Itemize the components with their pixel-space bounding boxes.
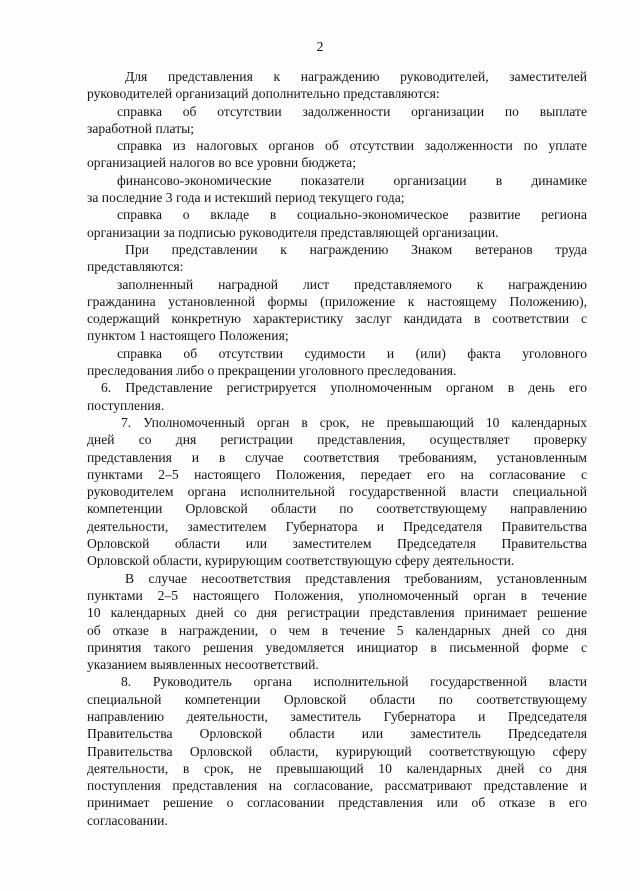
text-line: представления и в случае соответствия требованиям, установленным [87,449,587,465]
text-line: деятельности, в срок, не превышающий 10 календарных дней со дня [87,760,587,776]
text-line: согласовании. [87,812,168,828]
text-line: заполненный наградной лист представляемого к награждению [117,276,587,292]
page-number: 2 [316,40,324,55]
text-line: справка о вкладе в социально-экономическое развитие региона [117,207,587,223]
text-line: дней со дня регистрации представления, осуществляет проверку [87,432,587,448]
text-line: специальной компетенции Орловской области по соответствующему [87,691,587,707]
text-line: При представлении к награждению Знаком ветеранов труда [125,241,587,257]
text-line: гражданина установленной формы (приложение к настоящему Положению), [87,293,587,309]
text-line: 7. Уполномоченный орган в срок, не превышающий 10 календарных [121,414,587,430]
text-line: В случае несоответствия представления требованиям, установленным [125,570,587,586]
text-line: Орловской области или заместителем Председателя Правительства [87,536,587,552]
text-line: руководителем органа исполнительной государственной власти специальной [87,484,587,500]
text-line: справка об отсутствии судимости и (или) факта уголовного [117,345,587,361]
text-line: Для представления к награждению руководителей, заместителей [125,69,587,84]
text-line: заработной платы; [87,120,195,136]
text-line: представляются: [87,259,184,275]
text-line: указанием выявленных несоответствий. [87,657,319,673]
text-line: Правительства Орловской области или заместитель Председателя [87,726,587,742]
document-body [87,68,587,829]
text-line: поступления. [87,397,165,413]
text-line: преследования либо о прекращении уголовного преследования. [87,363,457,379]
text-line: об отказе в награждении, о чем в течение 5 календарных дней со дня [87,622,587,638]
text-line: принятия такого решения уведомляется инициатор в письменной форме с [87,639,587,655]
text-line: поступления представления на согласование, рассматривают представление и [87,778,587,794]
text-line: содержащий конкретную характеристику заслуг кандидата в соответствии с [87,311,587,327]
text-line: пунктом 1 настоящего Положения; [87,328,289,344]
text-line: за последние 3 года и истекший период текущего года; [87,190,405,206]
text-line: компетенции Орловской области по соответствующему направлению [87,501,587,517]
text-line: пунктами 2–5 настоящего Положения, передает его на согласование с [87,466,587,482]
text-line: организации за подписью руководителя представляющей организации. [87,224,499,240]
text-line: организацией налогов во все уровни бюджета; [87,155,356,171]
text-line: 10 календарных дней со дня регистрации представления принимает решение [87,605,587,621]
text-line: руководителей организаций дополнительно представляются: [87,86,440,102]
text-line: пунктами 2–5 настоящего Положения, уполномоченный орган в течение [87,587,587,603]
text-line: 8. Руководитель органа исполнительной государственной власти [121,674,587,690]
text-line: Орловской области, курирующим соответствующую сферу деятельности. [87,553,515,569]
text-line: деятельности, заместителем Губернатора и Председателя Правительства [87,518,587,534]
text-line: принимает решение о согласовании представления или об отказе в его [87,795,587,811]
text-line: направлению деятельности, заместитель Губернатора и Председателя [87,708,587,724]
text-line: справка об отсутствии задолженности организации по выплате [117,103,587,119]
text-line: справка из налоговых органов об отсутствии задолженности по уплате [117,138,587,154]
text-line: финансово-экономические показатели организации в динамике [117,172,587,188]
text-line: 6. Представление регистрируется уполномоченным органом в день его [101,380,587,396]
text-line: Правительства Орловской области, курирующий соответствующую сферу [87,743,587,759]
